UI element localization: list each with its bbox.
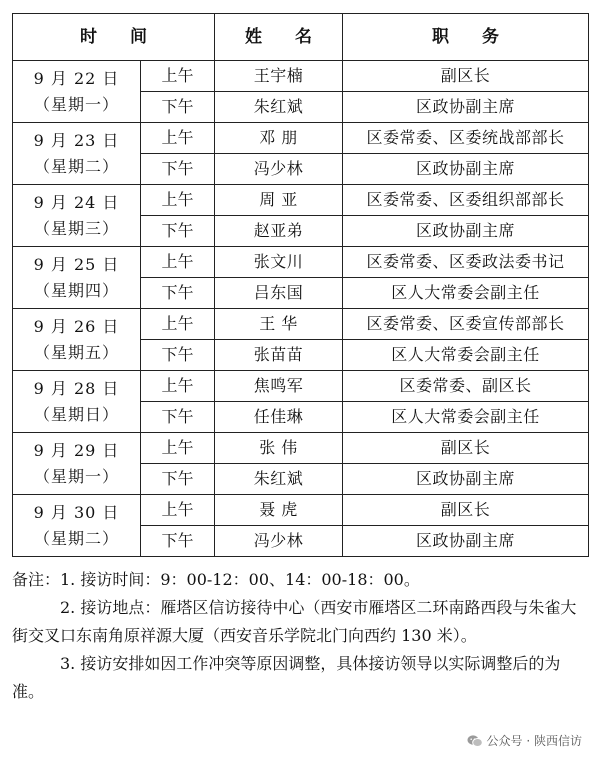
title-cell: 区人大常委会副主任: [343, 278, 589, 309]
slot-cell: 下午: [141, 216, 215, 247]
note-adjustment: 3. 接访安排如因工作冲突等原因调整，具体接访领导以实际调整后的为准。: [12, 654, 561, 701]
slot-cell: 上午: [141, 247, 215, 278]
name-cell: 朱红斌: [215, 92, 343, 123]
slot-cell: 上午: [141, 185, 215, 216]
slot-cell: 下午: [141, 154, 215, 185]
weekday-text: （星期三）: [33, 218, 119, 238]
date-cell: [13, 185, 141, 247]
slot-cell: 上午: [141, 495, 215, 526]
header-row: [13, 14, 589, 61]
table-row: [13, 371, 589, 402]
title-cell: 区人大常委会副主任: [343, 340, 589, 371]
slot-cell: 上午: [141, 309, 215, 340]
title-cell: 区委常委、副区长: [343, 371, 589, 402]
table-row: [13, 61, 589, 92]
date-cell: [13, 61, 141, 123]
date-text: 9 月 22 日: [33, 68, 120, 88]
header-time: 时 间: [13, 14, 215, 61]
wechat-icon: [467, 734, 483, 748]
name-cell: 周 亚: [215, 185, 343, 216]
name-cell: 冯少林: [215, 526, 343, 557]
name-cell: 邓 朋: [215, 123, 343, 154]
name-cell: 朱红斌: [215, 464, 343, 495]
date-cell: [13, 433, 141, 495]
name-cell: 王 华: [215, 309, 343, 340]
header-name: 姓 名: [215, 14, 343, 61]
slot-cell: 上午: [141, 433, 215, 464]
slot-cell: 下午: [141, 340, 215, 371]
slot-cell: 上午: [141, 61, 215, 92]
title-cell: 区政协副主席: [343, 464, 589, 495]
name-cell: 聂 虎: [215, 495, 343, 526]
slot-cell: 下午: [141, 278, 215, 309]
name-cell: 吕东国: [215, 278, 343, 309]
date-text: 9 月 25 日: [33, 254, 120, 274]
title-cell: 区委常委、区委政法委书记: [343, 247, 589, 278]
title-cell: 区人大常委会副主任: [343, 402, 589, 433]
weekday-text: （星期四）: [33, 280, 119, 300]
note-time: 备注：1. 接访时间：9：00-12：00、14：00-18：00。: [12, 570, 420, 589]
title-cell: 区委常委、区委宣传部部长: [343, 309, 589, 340]
name-cell: 张苗苗: [215, 340, 343, 371]
table-row: [13, 123, 589, 154]
date-text: 9 月 30 日: [33, 502, 120, 522]
title-cell: 区政协副主席: [343, 526, 589, 557]
date-text: 9 月 26 日: [33, 316, 120, 336]
schedule-table: [12, 13, 589, 557]
table-row: [13, 185, 589, 216]
slot-cell: 下午: [141, 526, 215, 557]
date-text: 9 月 29 日: [33, 440, 120, 460]
title-cell: 区委常委、区委统战部部长: [343, 123, 589, 154]
date-text: 9 月 23 日: [33, 130, 120, 150]
table-row: [13, 433, 589, 464]
date-cell: [13, 309, 141, 371]
header-title: 职 务: [343, 14, 589, 61]
date-text: 9 月 28 日: [33, 378, 120, 398]
slot-cell: 下午: [141, 92, 215, 123]
date-cell: [13, 495, 141, 557]
name-cell: 赵亚弟: [215, 216, 343, 247]
notes: [12, 566, 588, 706]
date-cell: [13, 123, 141, 185]
name-cell: 张文川: [215, 247, 343, 278]
date-cell: [13, 371, 141, 433]
weekday-text: （星期二）: [33, 156, 119, 176]
table-row: [13, 495, 589, 526]
title-cell: 区政协副主席: [343, 154, 589, 185]
title-cell: 区政协副主席: [343, 92, 589, 123]
name-cell: 任佳琳: [215, 402, 343, 433]
slot-cell: 下午: [141, 402, 215, 433]
title-cell: 副区长: [343, 495, 589, 526]
date-text: 9 月 24 日: [33, 192, 120, 212]
watermark-text: 公众号 · 陕西信访: [486, 734, 582, 748]
date-cell: [13, 247, 141, 309]
slot-cell: 上午: [141, 123, 215, 154]
schedule-body: [13, 61, 589, 557]
title-cell: 区政协副主席: [343, 216, 589, 247]
weekday-text: （星期日）: [33, 404, 119, 424]
weekday-text: （星期五）: [33, 342, 119, 362]
slot-cell: 上午: [141, 371, 215, 402]
weekday-text: （星期二）: [33, 528, 119, 548]
name-cell: 冯少林: [215, 154, 343, 185]
title-cell: 副区长: [343, 61, 589, 92]
title-cell: 区委常委、区委组织部部长: [343, 185, 589, 216]
watermark: [467, 732, 582, 749]
slot-cell: 下午: [141, 464, 215, 495]
table-row: [13, 247, 589, 278]
name-cell: 王宇楠: [215, 61, 343, 92]
note-location: 2. 接访地点：雁塔区信访接待中心（西安市雁塔区二环南路西段与朱雀大街交叉口东南角原祥源大厦（西安音乐学院北门向西约 130 米）。: [12, 598, 577, 645]
title-cell: 副区长: [343, 433, 589, 464]
table-row: [13, 309, 589, 340]
name-cell: 焦鸣军: [215, 371, 343, 402]
name-cell: 张 伟: [215, 433, 343, 464]
weekday-text: （星期一）: [33, 94, 119, 114]
weekday-text: （星期一）: [33, 466, 119, 486]
